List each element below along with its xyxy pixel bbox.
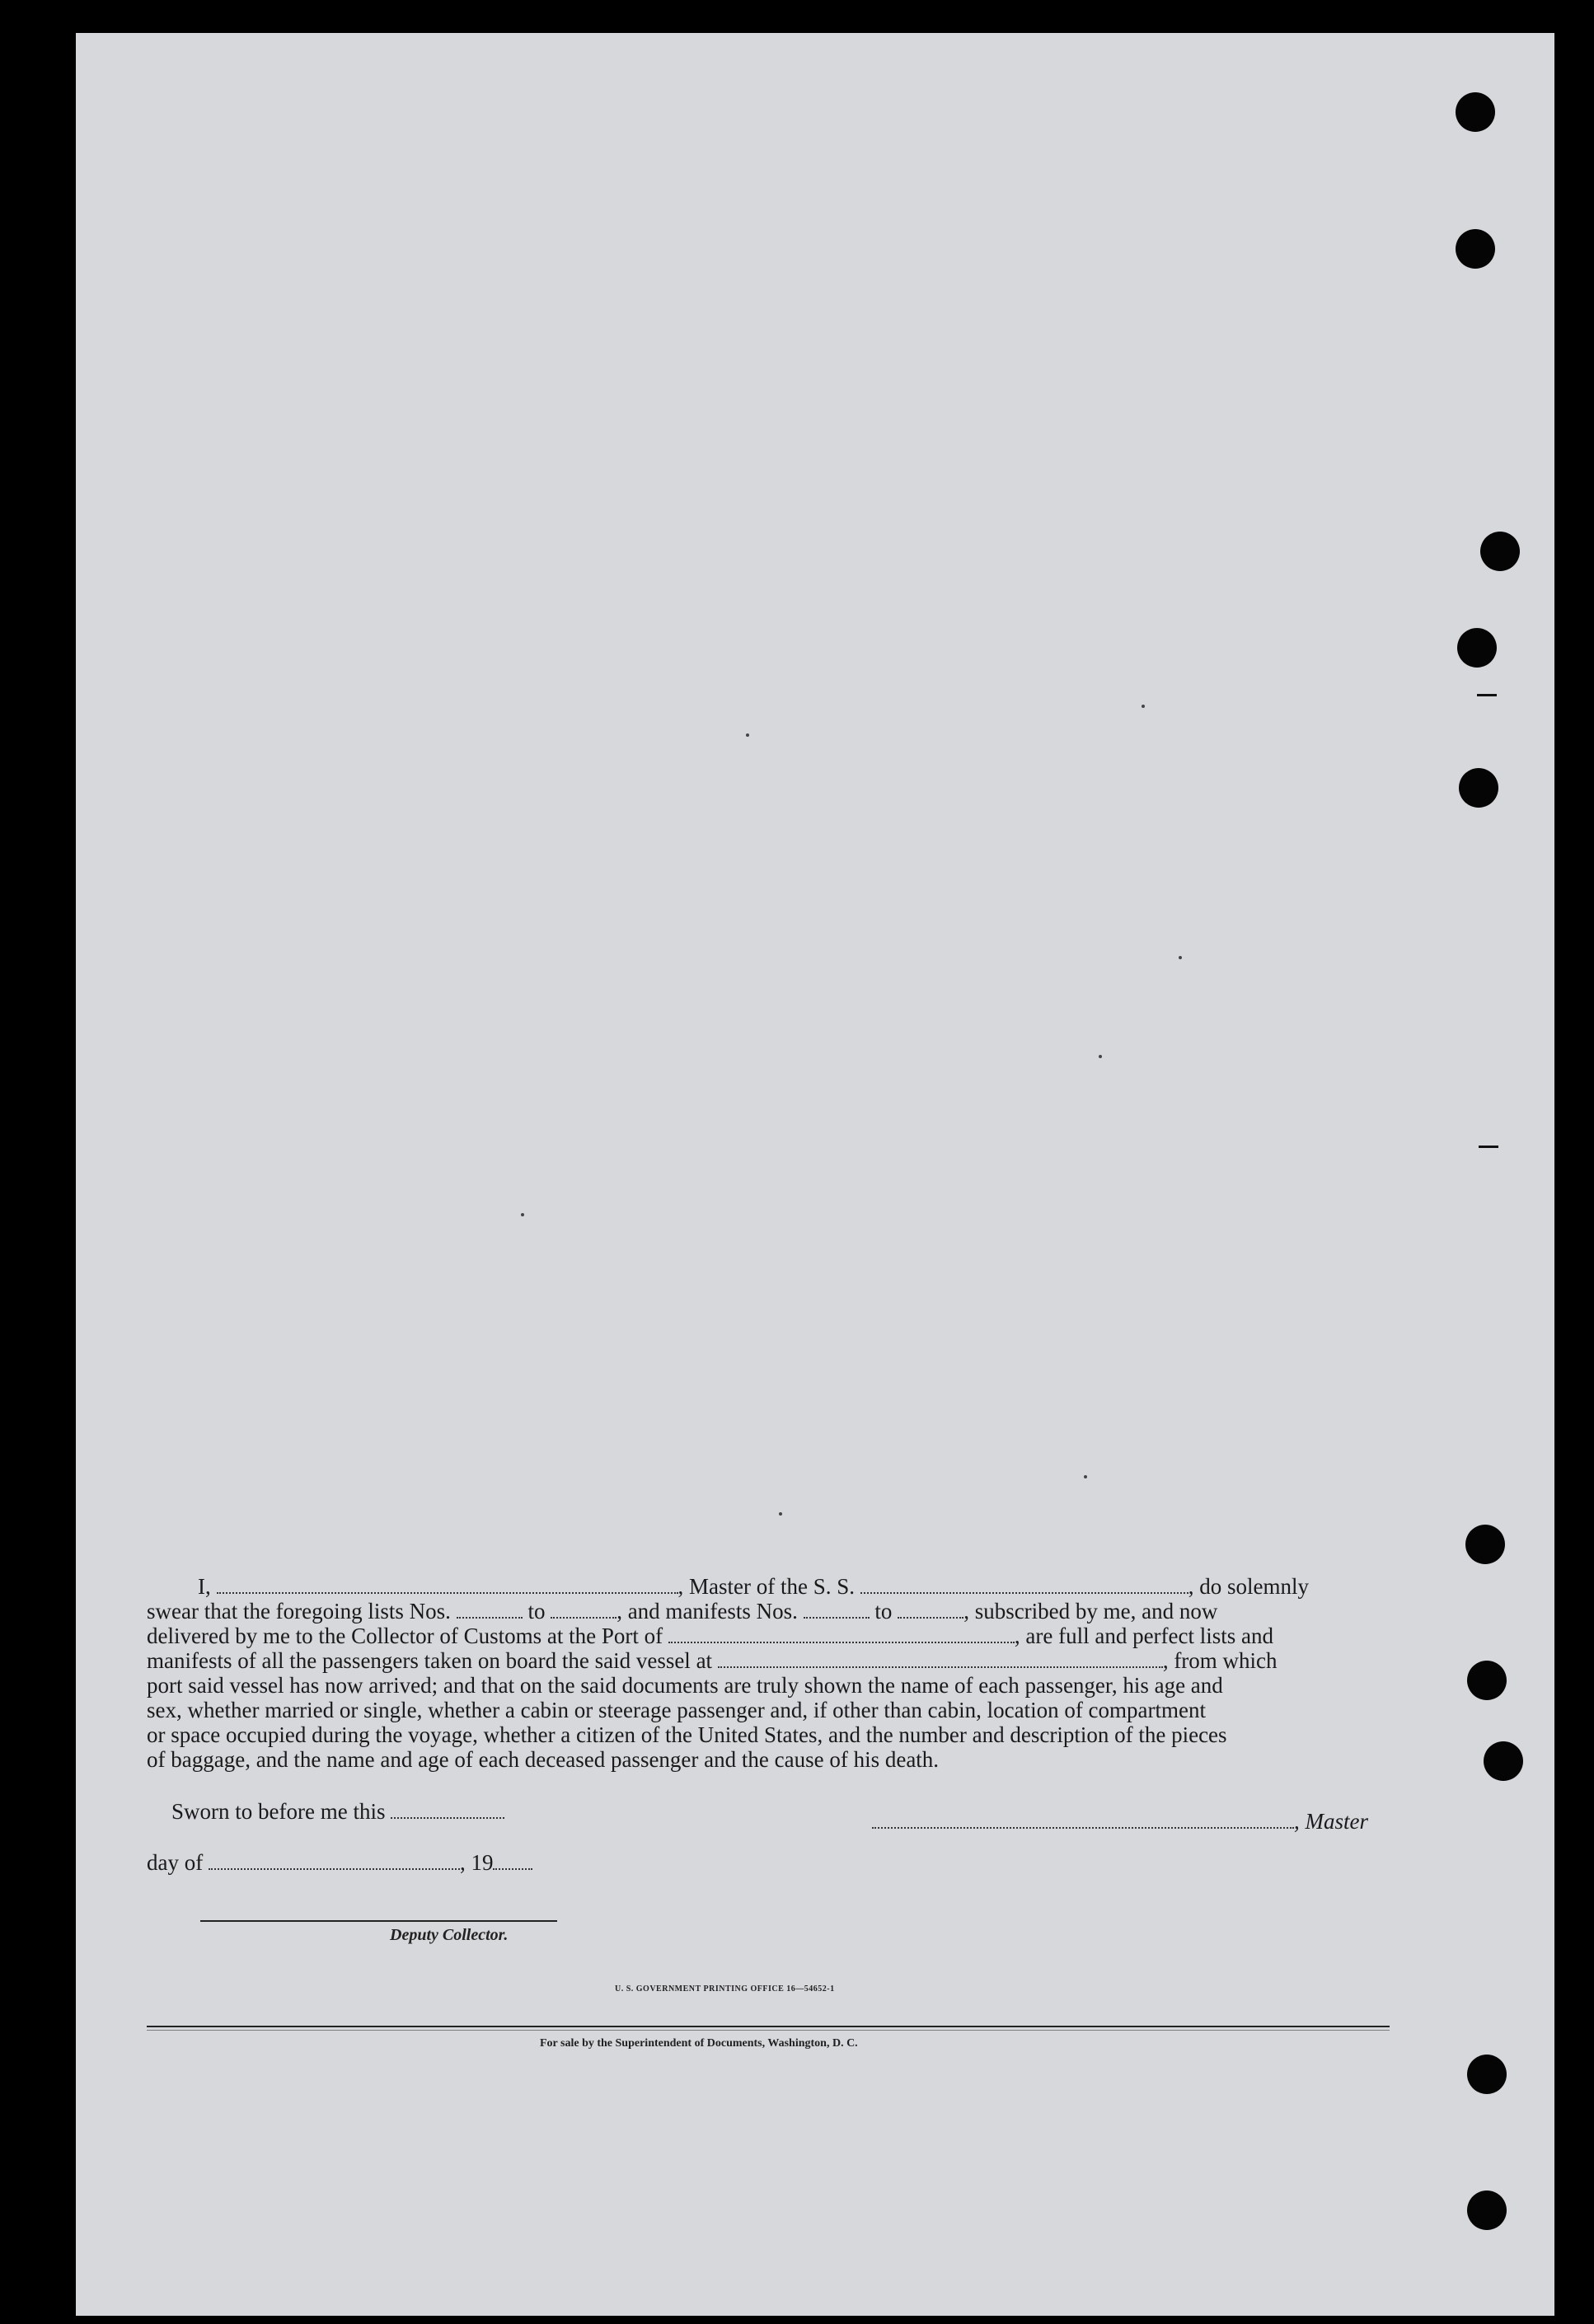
speck xyxy=(1142,705,1145,708)
punch-hole xyxy=(1467,2190,1507,2230)
sworn-day-blank xyxy=(391,1802,504,1819)
manifests-all-text: manifests of all the passengers taken on board the said vessel at xyxy=(147,1648,713,1673)
punch-hole xyxy=(1484,1741,1523,1781)
month-blank xyxy=(209,1853,460,1870)
punch-hole xyxy=(1467,1661,1507,1700)
speck xyxy=(1084,1475,1087,1478)
oath-intro: I, xyxy=(198,1574,211,1599)
speck xyxy=(521,1213,524,1216)
deputy-signature-rule xyxy=(200,1920,557,1922)
oath-line-4 xyxy=(147,1648,1391,1673)
master-text: , Master xyxy=(1294,1809,1368,1834)
sworn-text: Sworn to before me this xyxy=(171,1799,386,1824)
oath-line-3 xyxy=(147,1624,1391,1648)
from-which-text: , from which xyxy=(1162,1648,1278,1673)
lists-from-blank xyxy=(457,1602,523,1619)
manifest-page xyxy=(76,33,1554,2316)
oath-paragraph xyxy=(147,1574,1391,1772)
printing-office-imprint: U. S. GOVERNMENT PRINTING OFFICE 16—54652-1 xyxy=(615,1984,835,1994)
punch-hole xyxy=(1467,2055,1507,2094)
speck xyxy=(1179,956,1182,959)
sworn-line xyxy=(171,1799,504,1825)
oath-line-6: sex, whether married or single, whether a cabin or steerage passenger and, if other than cabin, location of compartment xyxy=(147,1698,1207,1722)
footer-rule-thin xyxy=(147,2030,1390,2031)
oath-line-1 xyxy=(147,1574,1391,1599)
speck xyxy=(746,733,749,737)
deputy-collector-label: Deputy Collector. xyxy=(390,1926,509,1944)
punch-hole xyxy=(1480,532,1520,571)
and-manifests-text: , and manifests Nos. xyxy=(617,1599,798,1624)
name-blank xyxy=(217,1577,678,1594)
vessel-blank xyxy=(860,1577,1188,1594)
manifests-to-blank xyxy=(898,1602,963,1619)
oath-line-2 xyxy=(147,1599,1391,1624)
subscribed-text: , subscribed by me, and now xyxy=(963,1599,1218,1624)
departure-port-blank xyxy=(718,1652,1163,1668)
punch-hole xyxy=(1456,229,1495,269)
manifests-from-blank xyxy=(804,1602,870,1619)
master-signature-line xyxy=(872,1809,1368,1834)
for-sale-imprint: For sale by the Superintendent of Documents, Washington, D. C. xyxy=(540,2037,858,2050)
port-blank xyxy=(668,1627,1015,1643)
punch-hole xyxy=(1465,1525,1505,1564)
punch-hole xyxy=(1459,768,1498,808)
oath-line-8: of baggage, and the name and age of each deceased passenger and the cause of his death. xyxy=(147,1747,940,1772)
speck xyxy=(1099,1055,1102,1058)
master-signature-blank xyxy=(872,1812,1294,1829)
oath-line-7: or space occupied during the voyage, whether a citizen of the United States, and the number and description of the pieces xyxy=(147,1722,1227,1747)
punch-hole xyxy=(1456,92,1495,132)
delivered-text: delivered by me to the Collector of Customs at the Port of xyxy=(147,1624,663,1648)
year-prefix-text: , 19 xyxy=(459,1850,494,1875)
do-solemnly-text: , do solemnly xyxy=(1188,1574,1309,1599)
oath-line-5: port said vessel has now arrived; and that on the said documents are truly shown the name of each passenger, his age and xyxy=(147,1673,1223,1698)
day-of-text: day of xyxy=(147,1850,204,1875)
footer-rule xyxy=(147,2026,1390,2027)
are-full-text: , are full and perfect lists and xyxy=(1014,1624,1274,1648)
speck xyxy=(779,1512,782,1516)
edge-mark xyxy=(1479,1146,1498,1148)
lists-to-blank xyxy=(551,1602,617,1619)
swear-lists-text: swear that the foregoing lists Nos. xyxy=(147,1599,451,1624)
punch-hole xyxy=(1457,628,1497,668)
day-of-line xyxy=(147,1850,532,1876)
master-of-text: , Master of the S. S. xyxy=(677,1574,855,1599)
edge-mark xyxy=(1477,694,1497,696)
to-text: to xyxy=(874,1599,893,1624)
year-blank xyxy=(493,1853,532,1870)
to-text: to xyxy=(527,1599,546,1624)
